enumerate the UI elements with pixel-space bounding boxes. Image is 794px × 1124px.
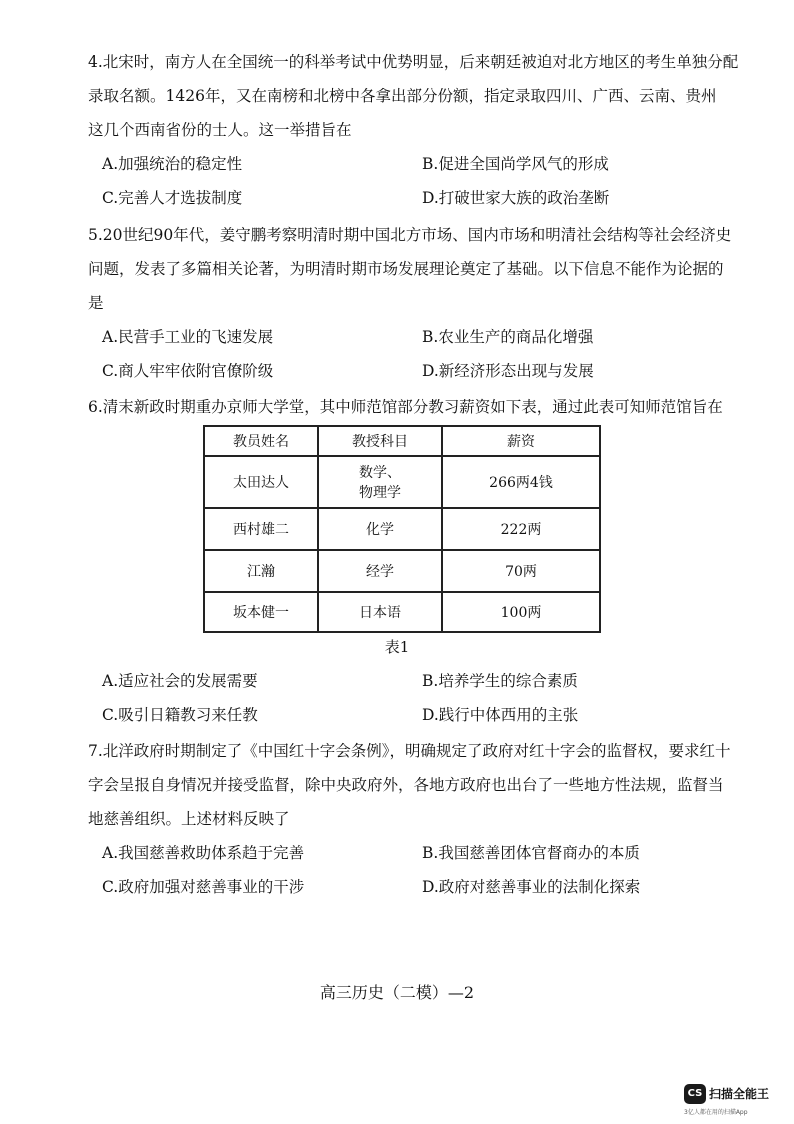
table-header-salary: 薪资	[442, 426, 600, 456]
question-5	[88, 218, 732, 388]
question-4-line-2: 录取名额。1426年，又在南榜和北榜中各拿出部分份额，指定录取四川、广西、云南、贵州	[88, 87, 717, 105]
question-5-line-3: 是	[88, 294, 104, 312]
subject-cell: 经学	[318, 550, 442, 592]
table-row	[204, 592, 600, 632]
question-7	[88, 734, 731, 904]
question-6-line-1: 6.清末新政时期重办京师大学堂，其中师范馆部分教习薪资如下表，通过此表可知师范馆旨在	[88, 398, 723, 416]
salary-cell: 100两	[442, 592, 600, 632]
salary-cell: 266两4钱	[442, 456, 600, 508]
question-4-line-3: 这几个西南省份的士人。这一举措旨在	[88, 121, 352, 139]
teacher-name-cell: 西村雄二	[204, 508, 318, 550]
question-4	[88, 45, 739, 215]
table-header-row	[204, 426, 600, 456]
option-d[interactable]: D.政府对慈善事业的法制化探索	[422, 878, 641, 896]
subject-cell	[318, 456, 442, 508]
option-a[interactable]: A.适应社会的发展需要	[102, 672, 258, 690]
salary-cell: 70两	[442, 550, 600, 592]
question-6	[88, 390, 728, 424]
camscanner-icon: CS	[684, 1084, 706, 1104]
salary-table	[203, 425, 601, 633]
question-5-line-1: 5.20世纪90年代，姜守鹏考察明清时期中国北方市场、国内市场和明清社会结构等社会经济史	[88, 226, 732, 244]
option-d[interactable]: D.新经济形态出现与发展	[422, 362, 594, 380]
question-4-line-1: 4.北宋时，南方人在全国统一的科举考试中优势明显，后来朝廷被迫对北方地区的考生单独分配	[88, 53, 739, 71]
question-7-line-2: 字会呈报自身情况并接受监督，除中央政府外，各地方政府也出台了一些地方性法规，监督当	[88, 776, 724, 794]
option-b[interactable]: B.促进全国尚学风气的形成	[422, 155, 609, 173]
option-c[interactable]: C.商人牢牢依附官僚阶级	[102, 362, 274, 380]
option-c[interactable]: C.政府加强对慈善事业的干涉	[102, 878, 305, 896]
option-b[interactable]: B.培养学生的综合素质	[422, 672, 578, 690]
question-7-line-3: 地慈善组织。上述材料反映了	[88, 810, 290, 828]
scanner-watermark	[684, 1083, 769, 1116]
option-b[interactable]: B.农业生产的商品化增强	[422, 328, 594, 346]
table-row	[204, 550, 600, 592]
subject-cell: 化学	[318, 508, 442, 550]
teacher-name-cell: 太田达人	[204, 456, 318, 508]
option-c[interactable]: C.吸引日籍教习来任教	[102, 706, 258, 724]
question-6-options-row-1	[88, 664, 728, 698]
subject-cell: 日本语	[318, 592, 442, 632]
option-d[interactable]: D.践行中体西用的主张	[422, 706, 579, 724]
table-header-subject: 教授科目	[318, 426, 442, 456]
question-6-options	[88, 664, 728, 732]
table-row	[204, 508, 600, 550]
question-7-options-row-2	[88, 870, 728, 904]
question-7-line-1: 7.北洋政府时期制定了《中国红十字会条例》，明确规定了政府对红十字会的监督权，要求红十	[88, 742, 731, 760]
teacher-name-cell: 江瀚	[204, 550, 318, 592]
teacher-name-cell: 坂本健一	[204, 592, 318, 632]
option-a[interactable]: A.我国慈善救助体系趋于完善	[102, 844, 305, 862]
salary-cell: 222两	[442, 508, 600, 550]
table-header-name: 教员姓名	[204, 426, 318, 456]
scanner-tagline: 3亿人都在用的扫描App	[684, 1108, 748, 1116]
option-b[interactable]: B.我国慈善团体官督商办的本质	[422, 844, 640, 862]
scanner-app-name: 扫描全能王	[709, 1087, 770, 1101]
scanner-logo	[684, 1083, 769, 1104]
option-a[interactable]: A.加强统治的稳定性	[102, 155, 243, 173]
question-4-options-row-1	[88, 147, 728, 181]
question-5-options-row-1	[88, 320, 728, 354]
option-c[interactable]: C.完善人才选拔制度	[102, 189, 243, 207]
question-5-line-2: 问题，发表了多篇相关论著，为明清时期市场发展理论奠定了基础。以下信息不能作为论据的	[88, 260, 724, 278]
subject-line-1: 数学、	[359, 465, 401, 481]
table-row	[204, 456, 600, 508]
table-caption: 表1	[384, 638, 410, 656]
option-a[interactable]: A.民营手工业的飞速发展	[102, 328, 274, 346]
question-5-options-row-2	[88, 354, 728, 388]
question-4-options-row-2	[88, 181, 728, 215]
question-7-options-row-1	[88, 836, 728, 870]
option-d[interactable]: D.打破世家大族的政治垄断	[422, 189, 610, 207]
subject-line-2: 物理学	[359, 485, 401, 501]
page-footer: 高三历史（二模）—2	[319, 983, 475, 1002]
question-6-options-row-2	[88, 698, 728, 732]
